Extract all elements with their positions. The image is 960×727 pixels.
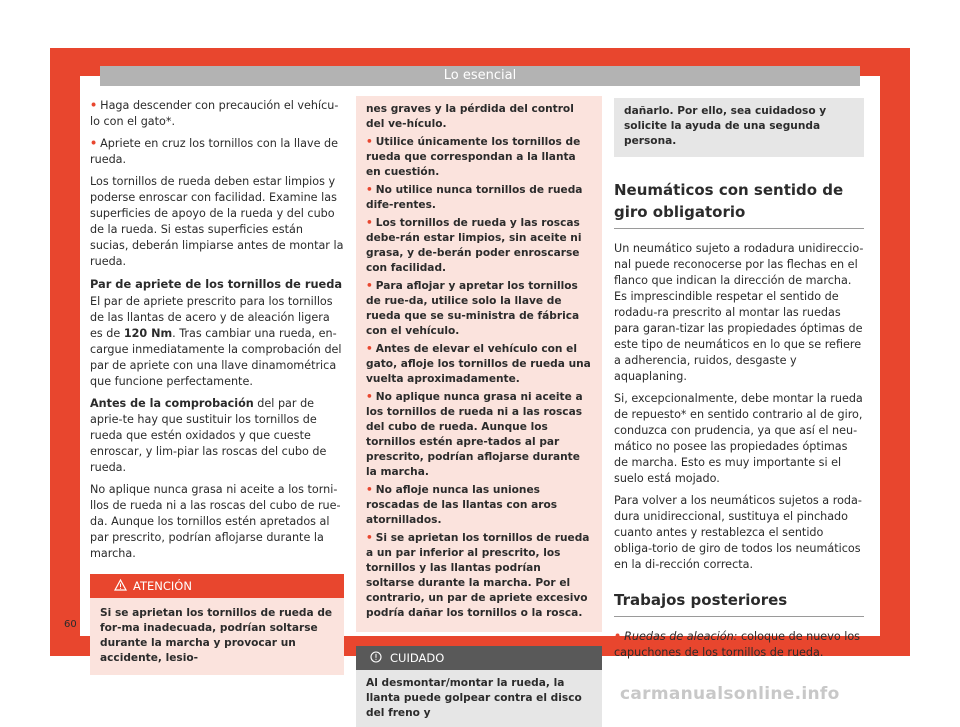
bullet-dot-icon: • bbox=[366, 391, 373, 403]
bullet-dot-icon: • bbox=[366, 217, 373, 229]
care-text: dañarlo. Por ello, sea cuidadoso y solicite la ayuda de una segunda persona. bbox=[624, 105, 827, 147]
warning-text: nes graves y la pérdida del control del ve-hículo. bbox=[366, 103, 574, 130]
paragraph: No aplique nunca grasa ni aceite a los torni-llos de rueda ni a las roscas del cubo de rue-da. Aunque los tornillos estén apretados al par prescrito, podrían aflojarse durante la marcha. bbox=[90, 483, 341, 560]
list-item: • Apriete en cruz los tornillos con la llave de rueda. bbox=[90, 137, 339, 166]
care-title: CUIDADO bbox=[390, 651, 445, 665]
paragraph: Un neumático sujeto a rodadura unidireccio-nal puede reconocerse por las flechas en el flanco que indican la dirección de marcha. Es imprescindible respetar el sentido de rodadu-ra prescrito al montar las ruedas para garan-tizar las propiedades óptimas de este tipo de neumáticos en lo que se refiere a adherencia, ruidos, desgaste y aquaplaning. bbox=[614, 242, 864, 383]
column-middle bbox=[356, 98, 602, 727]
warning-box-continued bbox=[356, 96, 602, 632]
column-left bbox=[90, 98, 344, 675]
warning-box bbox=[90, 574, 344, 675]
care-box-continued bbox=[614, 98, 864, 157]
bullet-dot-icon: • bbox=[90, 137, 98, 150]
list-item: • Los tornillos de rueda y las roscas debe-rán estar limpios, sin aceite ni grasa, y de-berán poder enroscarse con facilidad. bbox=[366, 217, 582, 274]
list-item: • No afloje nunca las uniones roscadas de las llantas con aros atornillados. bbox=[366, 484, 558, 526]
paragraph: Los tornillos de rueda deben estar limpios y poderse enroscar con facilidad. Examine las superficies de apoyo de la rueda y del cubo de la rueda. Si estas superficies están sucias, deberán limpiarse antes de montar la rueda. bbox=[90, 175, 344, 268]
bullet-dot-icon: • bbox=[90, 99, 98, 112]
subheading-torque: Par de apriete de los tornillos de rueda bbox=[90, 277, 343, 291]
care-box bbox=[356, 646, 602, 727]
section-title-directional-tyres: Neumáticos con sentido de giro obligatorio bbox=[614, 179, 864, 229]
page-number: 60 bbox=[64, 619, 77, 630]
bullet-dot-icon: • bbox=[366, 343, 373, 355]
warning-text: Si se aprietan los tornillos de rueda de for-ma inadecuada, podrían soltarse durante la marcha y provocar un accidente, lesio- bbox=[100, 607, 333, 664]
bullet-dot-icon: • bbox=[366, 280, 373, 292]
bullet-dot-icon: • bbox=[366, 136, 373, 148]
bullet-dot-icon: • bbox=[366, 532, 373, 544]
bullet-dot-icon: • bbox=[366, 184, 373, 196]
section-header: Lo esencial bbox=[100, 66, 860, 86]
list-item: • Si se aprietan los tornillos de rueda a un par inferior al prescrito, los tornillos y las llantas podrían soltarse durante la marcha. Por el contrario, un par de apriete excesivo podría dañar los tornillos o la rosca. bbox=[366, 532, 590, 619]
list-item: • Para aflojar y apretar los tornillos de rue-da, utilice solo la llave de rueda que se su-ministra de fábrica con el vehículo. bbox=[366, 280, 580, 337]
bullet-dot-icon: • bbox=[366, 484, 373, 496]
section-title-follow-up-work: Trabajos posteriores bbox=[614, 589, 864, 617]
warning-header bbox=[90, 574, 344, 598]
info-circle-icon bbox=[370, 647, 382, 671]
torque-value: 120 Nm bbox=[123, 327, 173, 340]
list-item: • Antes de elevar el vehículo con el gato, afloje los tornillos de rueda una vuelta aproximadamente. bbox=[366, 343, 591, 385]
bullet-dot-icon: • bbox=[614, 630, 622, 643]
list-item: • Haga descender con precaución el vehícu-lo con el gato*. bbox=[90, 99, 339, 128]
care-text: Al desmontar/montar la rueda, la llanta puede golpear contra el disco del freno y bbox=[366, 677, 582, 719]
paragraph: Antes de la comprobación del par de aprie-te hay que sustituir los tornillos de rueda que estén oxidados y que cueste enroscar, y lim-piar las roscas del cubo de rueda. bbox=[90, 397, 327, 474]
warning-triangle-icon bbox=[114, 575, 127, 599]
list-item: • Ruedas de aleación: coloque de nuevo los capuchones de los tornillos de rueda. bbox=[614, 630, 860, 659]
care-header bbox=[356, 646, 602, 670]
paragraph: Para volver a los neumáticos sujetos a roda-dura unidireccional, sustituya el pinchado cuanto antes y restablezca el sentido obliga-torio de giro de todos los neumáticos en la di-rección correcta. bbox=[614, 494, 862, 571]
watermark: carmanualsonline.info bbox=[620, 684, 840, 704]
list-item: • No aplique nunca grasa ni aceite a los tornillos de rueda ni a las roscas del cubo de rueda. Aunque los tornillos estén apre-tados al par prescrito, podrían aflojarse durante la marcha. bbox=[366, 391, 583, 478]
list-item: • No utilice nunca tornillos de rueda dife-rentes. bbox=[366, 184, 583, 211]
list-item: • Utilice únicamente los tornillos de rueda que correspondan a la llanta en cuestión. bbox=[366, 136, 581, 178]
paragraph: El par de apriete prescrito para los tornillos de las llantas de acero y de aleación ligera es de 120 Nm. Tras cambiar una rueda, en-cargue inmediatamente la comprobación del par de apriete con una llave dinamométrica que funcione perfectamente. bbox=[90, 295, 342, 388]
warning-title: ATENCIÓN bbox=[133, 579, 192, 593]
column-right bbox=[614, 98, 864, 667]
paragraph: Si, excepcionalmente, debe montar la rueda de repuesto* en sentido contrario al de giro, conduzca con prudencia, ya que así el neu-mático no posee las propiedades óptimas de marcha. Esto es muy importante si el suelo está mojado. bbox=[614, 392, 863, 485]
